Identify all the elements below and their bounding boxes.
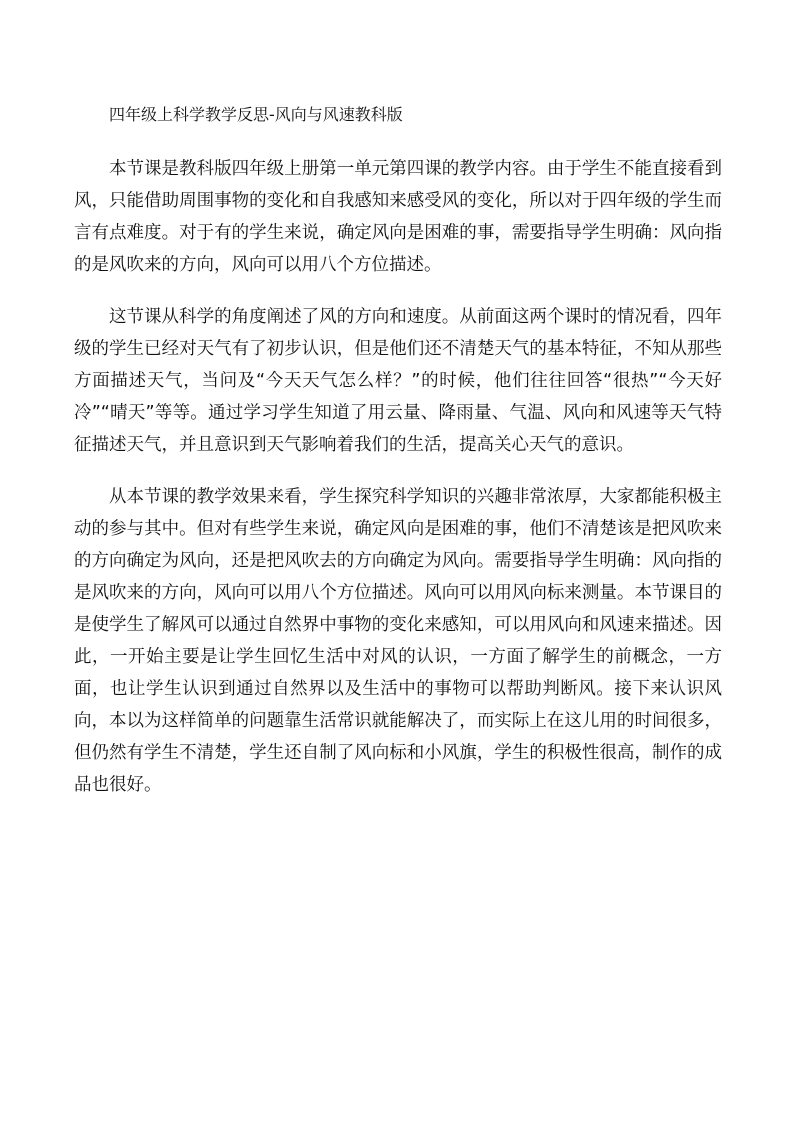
paragraph-2: 这节课从科学的角度阐述了风的方向和速度。从前面这两个课时的情况看，四年级的学生已经对天气有了初步认识，但是他们还不清楚天气的基本特征，不知从那些方面描述天气，当问及“今天天气怎么样？”的时候，他们往往回答“很热”“今天好冷”“晴天”等等。通过学习学生知道了用云量、降雨量、气温、风向和风速等天气特征描述天气，并且意识到天气影响着我们的生活，提高关心天气的意识。	[74, 307, 722, 455]
paragraph-1: 本节课是教科版四年级上册第一单元第四课的教学内容。由于学生不能直接看到风，只能借助周围事物的变化和自我感知来感受风的变化，所以对于四年级的学生而言有点难度。对于有的学生来说，确定风向是困难的事，需要指导学生明确：风向指的是风吹来的方向，风向可以用八个方位描述。	[74, 159, 722, 275]
document-body	[74, 99, 722, 801]
spacer	[74, 461, 722, 481]
spacer	[74, 131, 722, 153]
paragraph-3: 从本节课的教学效果来看，学生探究科学知识的兴趣非常浓厚，大家都能积极主动的参与其中。但对有些学生来说，确定风向是困难的事，他们不清楚该是把风吹来的方向确定为风向，还是把风吹去的方向确定为风向。需要指导学生明确：风向指的是风吹来的方向，风向可以用八个方位描述。风向可以用风向标来测量。本节课目的是使学生了解风可以通过自然界中事物的变化来感知，可以用风向和风速来描述。因此，一开始主要是让学生回忆生活中对风的认识，一方面了解学生的前概念，一方面，也让学生认识到通过自然界以及生活中的事物可以帮助判断风。接下来认识风向，本以为这样简单的问题靠生活常识就能解决了，而实际上在这儿用的时间很多，但仍然有学生不清楚，学生还自制了风向标和小风旗，学生的积极性很高，制作的成品也很好。	[74, 487, 722, 795]
document-title: 四年级上科学教学反思-风向与风速教科版	[109, 105, 403, 124]
spacer	[74, 281, 722, 301]
